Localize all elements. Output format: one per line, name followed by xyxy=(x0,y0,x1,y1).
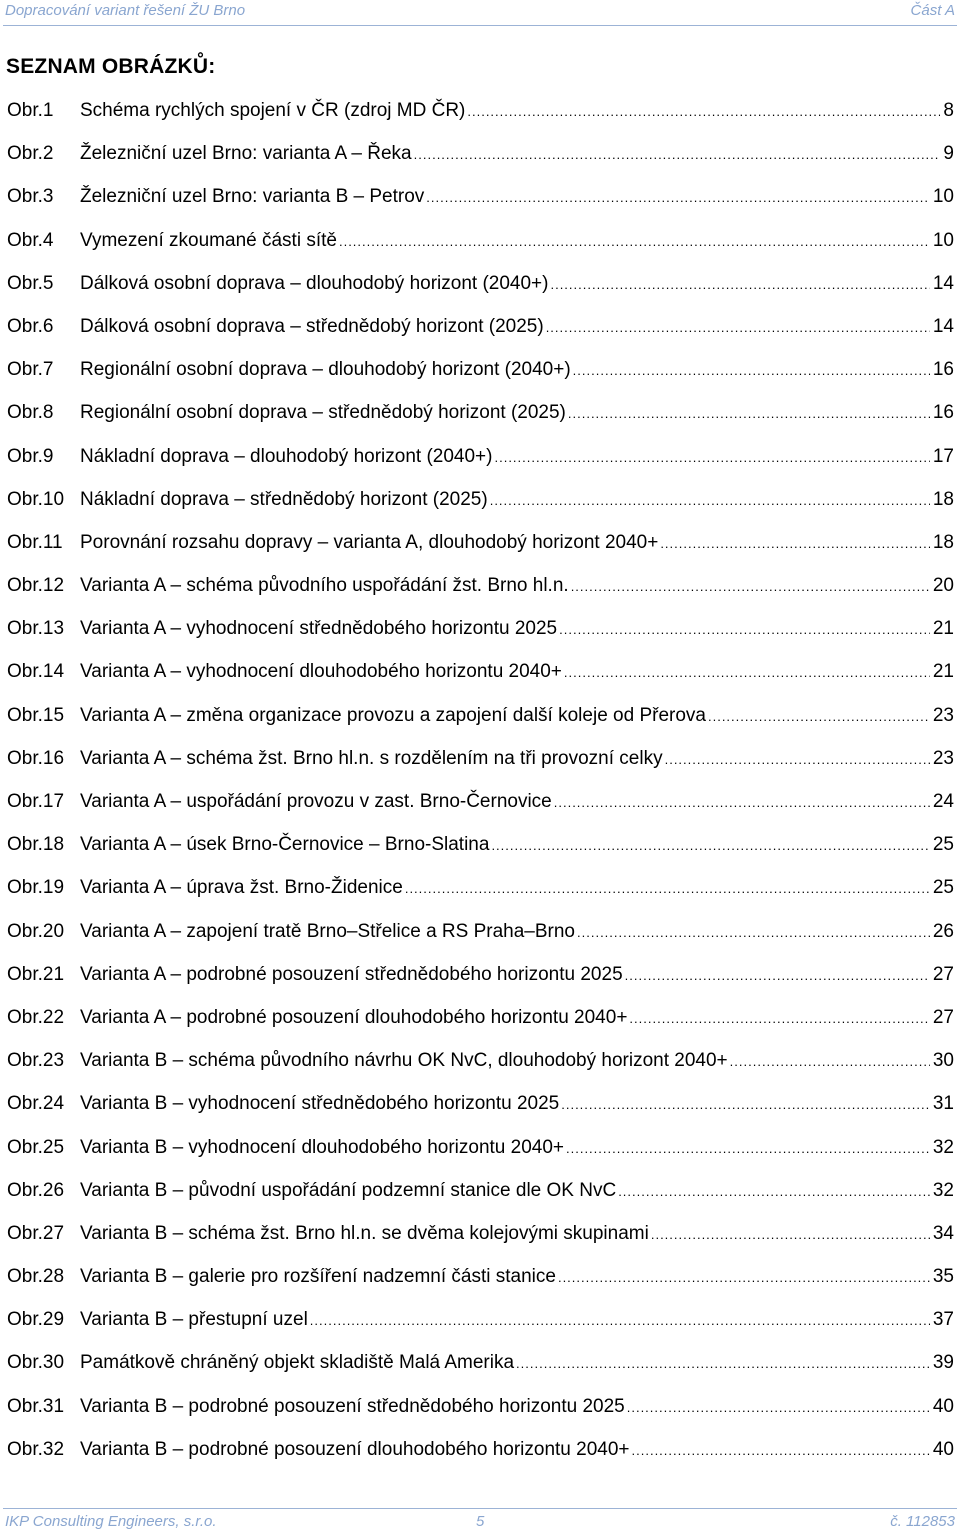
figure-number: Obr.19 xyxy=(7,877,65,899)
figure-number: Obr.23 xyxy=(7,1050,65,1072)
page-reference: 20 xyxy=(932,575,954,597)
figure-number: Obr.28 xyxy=(7,1266,65,1288)
toc-entry[interactable] xyxy=(0,780,960,823)
dot-leader xyxy=(629,1008,929,1030)
toc-entry-line xyxy=(80,1007,954,1030)
page-reference: 32 xyxy=(932,1136,954,1158)
toc-entry-line xyxy=(80,1050,954,1073)
footer-company: IKP Consulting Engineers, s.r.o. xyxy=(5,1513,217,1530)
figure-caption: Varianta A – podrobné posouzení dlouhodobého horizontu 2040+ xyxy=(80,1006,628,1028)
page-reference: 10 xyxy=(932,229,954,251)
figure-caption: Regionální osobní doprava – dlouhodobý horizont (2040+) xyxy=(80,359,571,381)
page-reference: 34 xyxy=(932,1222,954,1244)
toc-entry-line xyxy=(80,273,954,296)
page-reference: 32 xyxy=(932,1179,954,1201)
toc-entry-line xyxy=(80,489,954,512)
figure-number: Obr.1 xyxy=(7,100,54,121)
toc-entry[interactable] xyxy=(0,435,960,478)
page-reference: 23 xyxy=(932,704,954,726)
toc-entry[interactable] xyxy=(0,607,960,650)
page-reference: 30 xyxy=(932,1050,954,1072)
figure-number: Obr.15 xyxy=(7,704,65,726)
toc-entry[interactable] xyxy=(0,89,960,132)
figure-caption: Varianta B – schéma žst. Brno hl.n. se dvěma kolejovými skupinami xyxy=(80,1222,649,1244)
toc-entry[interactable] xyxy=(0,391,960,434)
figure-number: Obr.12 xyxy=(7,575,65,597)
page-footer xyxy=(0,1508,960,1534)
figure-caption: Varianta A – podrobné posouzení střednědobého horizontu 2025 xyxy=(80,963,623,985)
figure-number: Obr.5 xyxy=(7,272,54,294)
dot-leader xyxy=(568,403,930,425)
figure-caption: Varianta A – vyhodnocení střednědobého horizontu 2025 xyxy=(80,618,558,640)
figure-caption: Varianta A – schéma původního uspořádání žst. Brno hl.n. xyxy=(80,575,569,597)
figure-caption: Varianta B – původní uspořádání podzemní stanice dle OK NvC xyxy=(80,1179,617,1201)
page-reference: 18 xyxy=(932,531,954,553)
dot-leader xyxy=(550,274,929,296)
toc-entry[interactable] xyxy=(0,262,960,305)
toc-entry-line xyxy=(80,402,954,425)
page-reference: 16 xyxy=(932,359,954,381)
dot-leader xyxy=(625,965,930,987)
dot-leader xyxy=(665,749,930,771)
figure-number: Obr.24 xyxy=(7,1093,65,1115)
toc-entry[interactable] xyxy=(0,564,960,607)
toc-entry[interactable] xyxy=(0,650,960,693)
toc-entry-line xyxy=(80,834,954,857)
figure-number: Obr.27 xyxy=(7,1222,65,1244)
figure-caption: Varianta A – schéma žst. Brno hl.n. s rozdělením na tři provozní celky xyxy=(80,747,663,769)
toc-entry[interactable] xyxy=(0,305,960,348)
figure-number: Obr.13 xyxy=(7,618,65,640)
page-reference: 24 xyxy=(932,791,954,812)
toc-entry-line xyxy=(80,1396,954,1419)
figure-number: Obr.25 xyxy=(7,1136,65,1158)
toc-entry-line xyxy=(80,575,954,598)
figure-number: Obr.6 xyxy=(7,315,54,337)
page-reference: 17 xyxy=(932,445,954,467)
page-reference: 14 xyxy=(932,272,954,294)
toc-entry-line xyxy=(80,705,954,728)
page-reference: 10 xyxy=(932,186,954,208)
toc-entry[interactable] xyxy=(0,478,960,521)
toc-entry[interactable] xyxy=(0,348,960,391)
dot-leader xyxy=(559,619,930,641)
toc-entry[interactable] xyxy=(0,1212,960,1255)
toc-entry-line xyxy=(80,100,954,123)
figure-caption: Varianta B – podrobné posouzení dlouhodobého horizontu 2040+ xyxy=(80,1438,630,1460)
figure-number: Obr.20 xyxy=(7,920,65,942)
page-reference: 16 xyxy=(932,402,954,424)
toc-entry[interactable] xyxy=(0,219,960,262)
dot-leader xyxy=(310,1310,930,1332)
page-reference: 21 xyxy=(932,661,954,683)
figure-caption: Varianta A – úsek Brno-Černovice – Brno-Slatina xyxy=(80,834,490,856)
figure-number: Obr.14 xyxy=(7,661,65,683)
figure-caption: Nákladní doprava – střednědobý horizont (2025) xyxy=(80,488,488,510)
figure-number: Obr.10 xyxy=(7,488,65,510)
figure-caption: Železniční uzel Brno: varianta A – Řeka xyxy=(80,143,412,165)
figure-number: Obr.16 xyxy=(7,747,65,769)
toc-entry[interactable] xyxy=(0,910,960,953)
header-rule xyxy=(3,25,957,26)
toc-entry-line xyxy=(80,446,954,469)
dot-leader xyxy=(573,360,930,382)
toc-entry[interactable] xyxy=(0,737,960,780)
dot-leader xyxy=(546,317,930,339)
footer-document-number: č. 112853 xyxy=(890,1513,955,1530)
toc-entry[interactable] xyxy=(0,1298,960,1341)
page-reference: 27 xyxy=(932,963,954,985)
figure-list xyxy=(0,89,960,1471)
dot-leader xyxy=(339,231,930,253)
toc-entry[interactable] xyxy=(0,1341,960,1384)
dot-leader xyxy=(627,1397,930,1419)
toc-entry-line xyxy=(80,1093,954,1116)
dot-leader xyxy=(571,576,930,598)
toc-entry-line xyxy=(80,532,954,555)
figure-number: Obr.7 xyxy=(7,359,54,381)
figure-caption: Varianta A – zapojení tratě Brno–Střelice a RS Praha–Brno xyxy=(80,920,576,942)
figure-caption: Varianta B – podrobné posouzení střednědobého horizontu 2025 xyxy=(80,1395,625,1417)
figure-caption: Porovnání rozsahu dopravy – varianta A, dlouhodobý horizont 2040+ xyxy=(80,531,659,553)
header-document-title: Dopracování variant řešení ŽU Brno xyxy=(5,2,246,19)
figure-caption: Železniční uzel Brno: varianta B – Petrov xyxy=(80,186,425,208)
figure-caption: Varianta B – galerie pro rozšíření nadzemní části stanice xyxy=(80,1266,556,1288)
dot-leader xyxy=(566,1138,930,1160)
figure-caption: Varianta A – úprava žst. Brno-Židenice xyxy=(80,877,403,899)
figure-number: Obr.26 xyxy=(7,1179,65,1201)
toc-entry[interactable] xyxy=(0,1169,960,1212)
page-reference: 35 xyxy=(932,1266,954,1288)
page-reference: 27 xyxy=(932,1006,954,1028)
figure-caption: Varianta A – uspořádání provozu v zast. Brno-Černovice xyxy=(80,791,552,812)
dot-leader xyxy=(561,1094,930,1116)
toc-entry[interactable] xyxy=(0,1385,960,1428)
footer-page-number: 5 xyxy=(476,1513,485,1530)
toc-entry-line xyxy=(80,1223,954,1246)
figure-number: Obr.9 xyxy=(7,445,54,467)
figure-caption: Varianta B – vyhodnocení střednědobého horizontu 2025 xyxy=(80,1093,560,1115)
figure-caption: Varianta B – přestupní uzel xyxy=(80,1309,308,1331)
page-title: SEZNAM OBRÁZKŮ: xyxy=(6,55,216,78)
toc-entry-line xyxy=(80,1352,954,1375)
toc-entry[interactable] xyxy=(0,521,960,564)
toc-entry[interactable] xyxy=(0,1039,960,1082)
toc-entry-line xyxy=(80,143,954,166)
dot-leader xyxy=(491,835,929,857)
toc-entry-line xyxy=(80,230,954,253)
toc-entry-line xyxy=(80,1266,954,1289)
toc-entry[interactable] xyxy=(0,1255,960,1298)
dot-leader xyxy=(651,1224,930,1246)
figure-caption: Regionální osobní doprava – střednědobý horizont (2025) xyxy=(80,402,566,424)
figure-caption: Varianta A – změna organizace provozu a zapojení další koleje od Přerova xyxy=(80,704,706,726)
page-reference: 23 xyxy=(932,747,954,769)
figure-number: Obr.22 xyxy=(7,1006,65,1028)
figure-caption: Vymezení zkoumané části sítě xyxy=(80,229,337,251)
page-reference: 9 xyxy=(943,143,954,165)
toc-entry-line xyxy=(80,316,954,339)
dot-leader xyxy=(660,533,930,555)
page-reference: 25 xyxy=(932,877,954,899)
toc-entry-line xyxy=(80,964,954,987)
dot-leader xyxy=(405,878,930,900)
dot-leader xyxy=(632,1440,930,1462)
figure-caption: Schéma rychlých spojení v ČR (zdroj MD ČR) xyxy=(80,100,466,121)
figure-number: Obr.4 xyxy=(7,229,54,251)
toc-entry[interactable] xyxy=(0,132,960,175)
toc-entry[interactable] xyxy=(0,1428,960,1471)
toc-entry[interactable] xyxy=(0,1126,960,1169)
dot-leader xyxy=(554,792,930,814)
page-reference: 26 xyxy=(932,920,954,942)
page-reference: 14 xyxy=(932,315,954,337)
toc-entry[interactable] xyxy=(0,694,960,737)
page-reference: 25 xyxy=(932,834,954,856)
toc-entry-line xyxy=(80,748,954,771)
dot-leader xyxy=(516,1353,930,1375)
figure-number: Obr.8 xyxy=(7,402,54,424)
figure-number: Obr.18 xyxy=(7,834,65,856)
dot-leader xyxy=(708,706,930,728)
toc-entry-line xyxy=(80,1439,954,1462)
toc-entry-line xyxy=(80,186,954,209)
dot-leader xyxy=(414,144,941,166)
toc-entry[interactable] xyxy=(0,866,960,909)
figure-caption: Nákladní doprava – dlouhodobý horizont (2040+) xyxy=(80,445,493,467)
figure-number: Obr.3 xyxy=(7,186,54,208)
page-reference: 40 xyxy=(932,1438,954,1460)
figure-caption: Památkově chráněný objekt skladiště Malá Amerika xyxy=(80,1352,515,1374)
toc-entry-line xyxy=(80,618,954,641)
dot-leader xyxy=(564,662,930,684)
toc-entry-line xyxy=(80,1309,954,1332)
dot-leader xyxy=(467,101,940,123)
footer-rule xyxy=(3,1508,957,1509)
dot-leader xyxy=(577,922,930,944)
toc-entry-line xyxy=(80,791,954,814)
toc-entry-line xyxy=(80,877,954,900)
toc-entry-line xyxy=(80,1180,954,1203)
toc-entry[interactable] xyxy=(0,823,960,866)
figure-number: Obr.11 xyxy=(7,531,63,553)
page-reference: 39 xyxy=(932,1352,954,1374)
figure-caption: Varianta B – vyhodnocení dlouhodobého horizontu 2040+ xyxy=(80,1136,564,1158)
dot-leader xyxy=(618,1181,930,1203)
dot-leader xyxy=(494,447,929,469)
dot-leader xyxy=(558,1267,930,1289)
header-part-label: Část A xyxy=(910,2,955,19)
figure-caption: Dálková osobní doprava – střednědobý horizont (2025) xyxy=(80,315,544,337)
figure-number: Obr.31 xyxy=(7,1395,65,1417)
toc-entry[interactable] xyxy=(0,953,960,996)
toc-entry-line xyxy=(80,921,954,944)
page-reference: 40 xyxy=(932,1395,954,1417)
dot-leader xyxy=(490,490,930,512)
toc-entry[interactable] xyxy=(0,996,960,1039)
figure-number: Obr.17 xyxy=(7,791,65,812)
toc-entry-line xyxy=(80,1137,954,1160)
figure-number: Obr.32 xyxy=(7,1438,65,1460)
toc-entry[interactable] xyxy=(0,175,960,218)
figure-caption: Varianta A – vyhodnocení dlouhodobého horizontu 2040+ xyxy=(80,661,562,683)
dot-leader xyxy=(426,187,930,209)
figure-number: Obr.29 xyxy=(7,1309,65,1331)
page-reference: 37 xyxy=(932,1309,954,1331)
figure-caption: Dálková osobní doprava – dlouhodobý horizont (2040+) xyxy=(80,272,549,294)
toc-entry[interactable] xyxy=(0,1082,960,1125)
page-reference: 21 xyxy=(932,618,954,640)
dot-leader xyxy=(730,1051,930,1073)
figure-number: Obr.21 xyxy=(7,963,65,985)
page-reference: 8 xyxy=(943,100,954,121)
toc-entry-line xyxy=(80,359,954,382)
toc-entry-line xyxy=(80,661,954,684)
figure-caption: Varianta B – schéma původního návrhu OK NvC, dlouhodobý horizont 2040+ xyxy=(80,1050,728,1072)
page-reference: 31 xyxy=(932,1093,954,1115)
figure-number: Obr.30 xyxy=(7,1352,65,1374)
figure-number: Obr.2 xyxy=(7,143,54,165)
page-header xyxy=(0,0,960,26)
page-reference: 18 xyxy=(932,488,954,510)
